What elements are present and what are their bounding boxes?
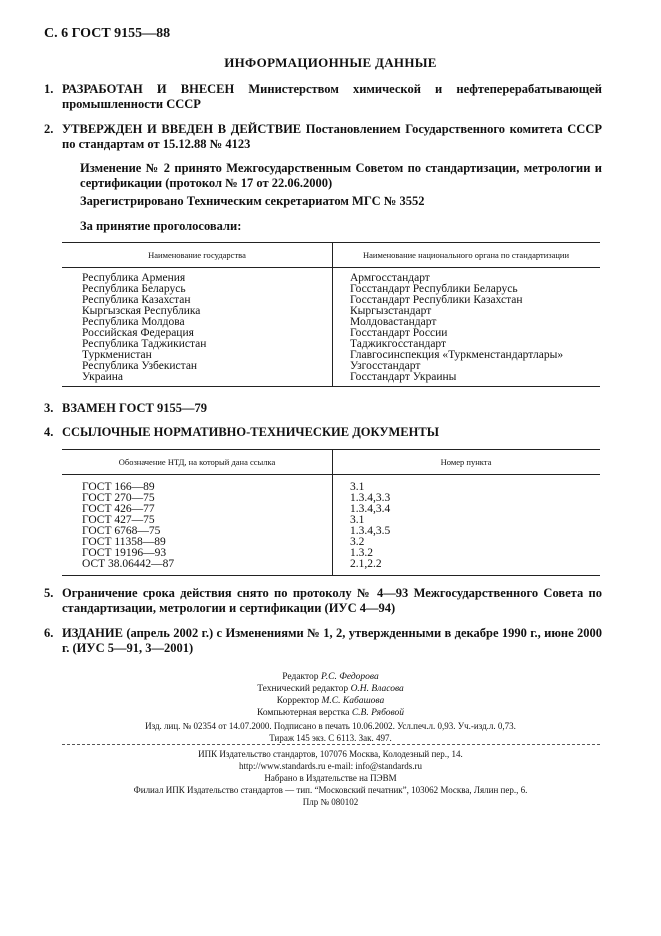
table-cell-body: Кыргызстандарт (350, 305, 432, 317)
table-cell-body: Узгосстандарт (350, 360, 421, 372)
table-cell-point: 3.2 (350, 536, 365, 548)
table-cell-document: ГОСТ 426—77 (82, 503, 155, 515)
item-4-number: 4. (44, 425, 54, 439)
table-cell-document: ГОСТ 270—75 (82, 492, 155, 504)
item-6-number: 6. (44, 626, 54, 640)
table-cell-state: Республика Таджикистан (82, 338, 207, 350)
table-cell-body: Таджикгосстандарт (350, 338, 447, 350)
table-divider (332, 243, 333, 386)
credit-editor: Редактор Р.С. Федорова (282, 672, 379, 682)
table-header-point: Номер пункта (332, 450, 600, 475)
item-2-text: УТВЕРЖДЕН И ВВЕДЕН В ДЕЙСТВИЕ Постановлением Государственного комитета СССР по стандартам от 15.12.88 № 4123 (62, 122, 602, 151)
states-column (82, 273, 206, 383)
bodies-column (350, 273, 563, 383)
table-cell-point: 1.3.2 (350, 547, 373, 559)
table-cell-point: 1.3.4,3.5 (350, 525, 391, 537)
publisher-line: ИПК Издательство стандартов, 107076 Москва, Колодезный пер., 14. (198, 749, 463, 759)
credit-proofreader: Корректор М.С. Кабашова (276, 696, 385, 706)
table-cell-document: ГОСТ 166—89 (82, 481, 155, 493)
table-cell-point: 3.1 (350, 514, 365, 526)
publisher-line: Плр № 080102 (302, 797, 359, 807)
table-header-state: Наименование государства (62, 243, 332, 268)
table-cell-point: 2.1,2.2 (350, 558, 382, 570)
imprint-line-2: Тираж 145 экз. С 6113. Зак. 497. (269, 733, 392, 743)
item-2 (44, 122, 602, 152)
publisher-line: http://www.standards.ru e-mail: info@standards.ru (239, 761, 422, 771)
voting-table (62, 242, 600, 387)
table-cell-body: Госстандарт Украины (350, 371, 457, 383)
table-cell-state: Российская Федерация (82, 327, 194, 339)
table-cell-state: Украина (82, 371, 123, 383)
table-cell-document: ГОСТ 427—75 (82, 514, 155, 526)
table-cell-state: Кыргызская Республика (82, 305, 201, 317)
item-6-text: ИЗДАНИЕ (апрель 2002 г.) с Изменениями № 1, 2, утвержденными в декабре 1990 г., июне 2000 г. (ИУС 5—91, 3—2001) (62, 626, 602, 655)
table-cell-state: Республика Молдова (82, 316, 185, 328)
table-cell-state: Республика Казахстан (82, 294, 191, 306)
table-cell-body: Госстандарт Республики Беларусь (350, 283, 518, 295)
table-cell-point: 1.3.4,3.3 (350, 492, 391, 504)
table-cell-point: 3.1 (350, 481, 365, 493)
publisher-line: Филиал ИПК Издательство стандартов — тип. “Московский печатник”, 103062 Москва, Лялин пер., 6. (133, 785, 528, 795)
table-cell-document: ГОСТ 6768—75 (82, 525, 161, 537)
separator (62, 744, 600, 745)
table-cell-state: Республика Узбекистан (82, 360, 198, 372)
item-6 (44, 626, 602, 656)
item-5-text: Ограничение срока действия снято по протоколу № 4—93 Межгосударственного Совета по стандартизации, метрологии и сертификации (ИУС 4—94) (62, 586, 602, 615)
table-header-body: Наименование национального органа по стандартизации (332, 243, 600, 268)
table-header-document: Обозначение НТД, на который дана ссылка (62, 450, 332, 475)
table-cell-state: Туркменистан (82, 349, 152, 361)
table-cell-state: Республика Беларусь (82, 283, 186, 295)
table-cell-body: Главгосинспекция «Туркменстандартлары» (350, 349, 564, 361)
imprint-line-1: Изд. лиц. № 02354 от 14.07.2000. Подписано в печать 10.06.2002. Усл.печ.л. 0,93. Уч.-изд.л. 0,73. (145, 721, 516, 731)
credit-layout: Компьютерная верстка С.В. Рябовой (257, 708, 404, 718)
item-5 (44, 586, 602, 616)
documents-column (82, 482, 174, 570)
item-4 (44, 425, 602, 440)
page-header: С. 6 ГОСТ 9155—88 (44, 26, 171, 41)
table-cell-document: ОСТ 38.06442—87 (82, 558, 175, 570)
table-cell-body: Молдовастандарт (350, 316, 437, 328)
credits-block (0, 671, 661, 719)
item-4-text: ССЫЛОЧНЫЕ НОРМАТИВНО-ТЕХНИЧЕСКИЕ ДОКУМЕНТЫ (62, 425, 439, 439)
references-table (62, 449, 600, 576)
table-cell-document: ГОСТ 19196—93 (82, 547, 167, 559)
publisher-line: Набрано в Издательстве на ПЭВМ (264, 773, 397, 783)
item-2-number: 2. (44, 122, 54, 136)
item-1 (44, 82, 602, 112)
item-1-text: РАЗРАБОТАН И ВНЕСЕН Министерством химической и нефтеперерабатывающей промышленности СССР (62, 82, 602, 111)
table-cell-point: 1.3.4,3.4 (350, 503, 391, 515)
section-title: ИНФОРМАЦИОННЫЕ ДАННЫЕ (224, 55, 437, 70)
points-column (350, 482, 390, 570)
table-divider (332, 450, 333, 575)
item-3-number: 3. (44, 401, 54, 415)
voted-note: За принятие проголосовали: (80, 219, 242, 233)
item-3-text: ВЗАМЕН ГОСТ 9155—79 (62, 401, 207, 415)
registration-note: Зарегистрировано Техническим секретариатом МГС № 3552 (80, 194, 425, 208)
table-cell-body: Армгосстандарт (350, 272, 430, 284)
credit-tech-editor: Технический редактор О.Н. Власова (257, 684, 404, 694)
publisher-block (0, 748, 661, 808)
item-3 (44, 401, 602, 416)
table-cell-body: Госстандарт России (350, 327, 448, 339)
change-2-note: Изменение № 2 принято Межгосударственным Советом по стандартизации, метрологии и сертификации (протокол № 17 от 22.06.2000) (80, 161, 602, 190)
table-cell-body: Госстандарт Республики Казахстан (350, 294, 523, 306)
item-5-number: 5. (44, 586, 54, 600)
item-1-number: 1. (44, 82, 54, 96)
table-cell-document: ГОСТ 11358—89 (82, 536, 166, 548)
table-cell-state: Республика Армения (82, 272, 186, 284)
